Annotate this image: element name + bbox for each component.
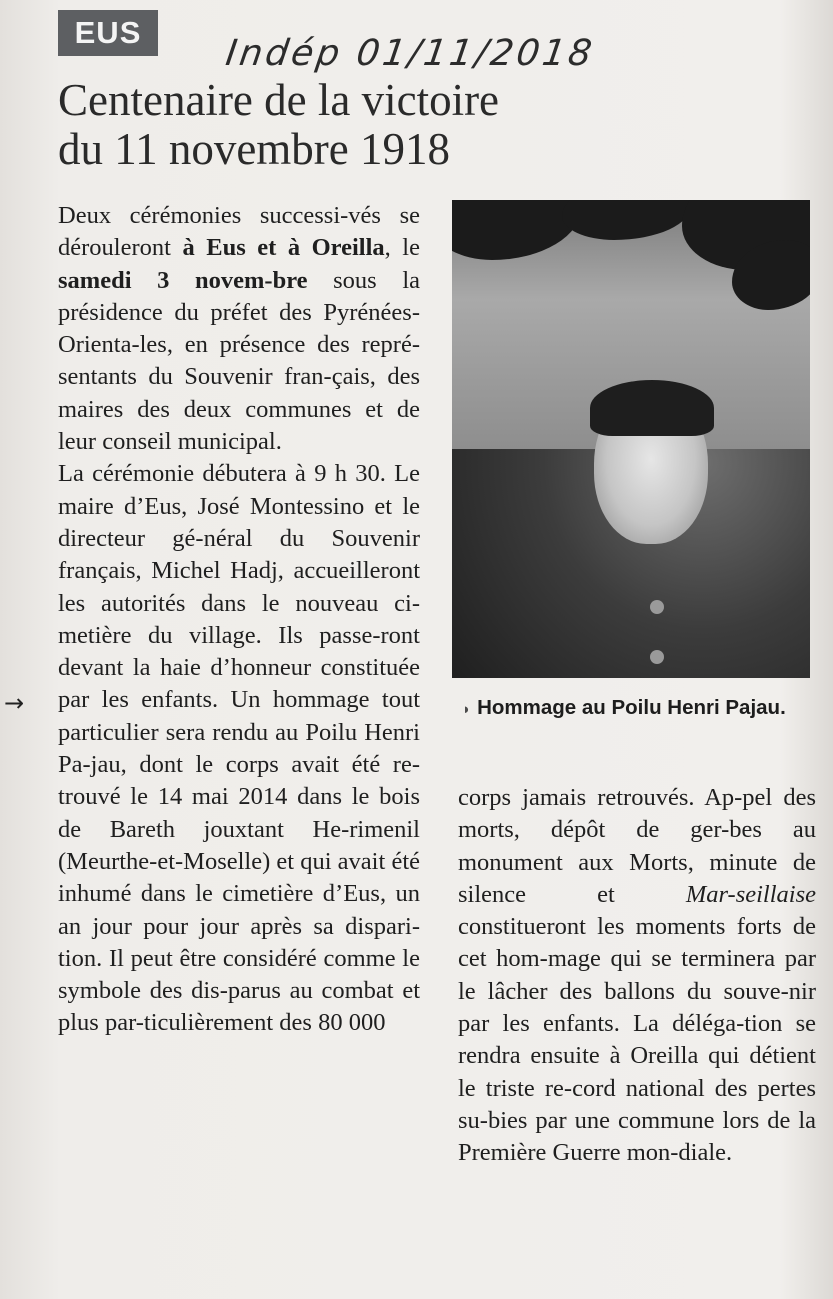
photo-hair [590, 380, 714, 436]
paragraph-3-text-a: corps jamais retrouvés. Ap-pel des morts, dépôt de ger-bes au monument aux Morts, minute de silence et [458, 784, 816, 908]
paragraph-1-bold-places: à Eus et à Oreilla [182, 234, 385, 262]
article-column-right [458, 782, 816, 1170]
caption-marker-icon: ◗ [462, 701, 472, 718]
paragraph-1-text-c: sous la présidence du préfet des Pyrénées-Orienta-les, en présence des repré-sentants du Souvenir fran-çais, des maires des deux communes et de leur conseil municipal. [58, 266, 420, 456]
headline [58, 76, 758, 174]
handwritten-date-note: Indép 01/11/2018 [223, 33, 598, 74]
article-paragraph-3 [458, 782, 816, 1170]
photo-caption [462, 694, 792, 724]
photo-caption-text: Hommage au Poilu Henri Pajau. [477, 696, 786, 719]
article-column-left [58, 200, 420, 1040]
paragraph-1-bold-date: samedi 3 novem-bre [58, 266, 308, 294]
headline-line-1: Centenaire de la victoire [58, 75, 500, 125]
paragraph-3-text-b: constitueront les moments forts de cet hom-mage qui se terminera par le lâcher des ballons du souve-nir par les enfants. La déléga-tion se rendra ensuite à Oreilla qui détient le triste re-cord national des pertes su-bies par une commune lors de la Première Guerre mon-diale. [458, 913, 816, 1167]
photo-button [650, 600, 664, 614]
article-paragraph-1 [58, 200, 420, 458]
headline-line-2: du 11 novembre 1918 [58, 124, 451, 174]
paragraph-3-italic: Mar-seillaise [685, 880, 816, 908]
paragraph-1-text-b: , le [384, 234, 420, 262]
section-tag: EUS [58, 10, 158, 56]
soldier-photo [452, 200, 810, 678]
paragraph-1-text-a: Deux cérémonies successi-vés se dérouleront [58, 202, 420, 262]
handwritten-arrow-icon: → [4, 689, 25, 717]
photo-button [650, 650, 664, 664]
article-paragraph-2: La cérémonie débutera à 9 h 30. Le maire d’Eus, José Montessino et le directeur gé-néral du Souvenir français, Michel Hadj, accueilleront les autorités dans le nouveau ci-metière du village. Ils passe-ront devant la haie d’honneur constituée par les enfants. Un hommage tout particulier sera rendu au Poilu Henri Pa-jau, dont le corps avait été re-trouvé le 14 mai 2014 dans le bois de Bareth jouxtant He-rimenil (Meurthe-et-Moselle) et qui avait été inhumé dans le cimetière d’Eus, un an jour pour jour après sa dispari-tion. Il peut être considéré comme le symbole des dis-parus au combat et plus par-ticulièrement des 80 000 [58, 460, 420, 1037]
